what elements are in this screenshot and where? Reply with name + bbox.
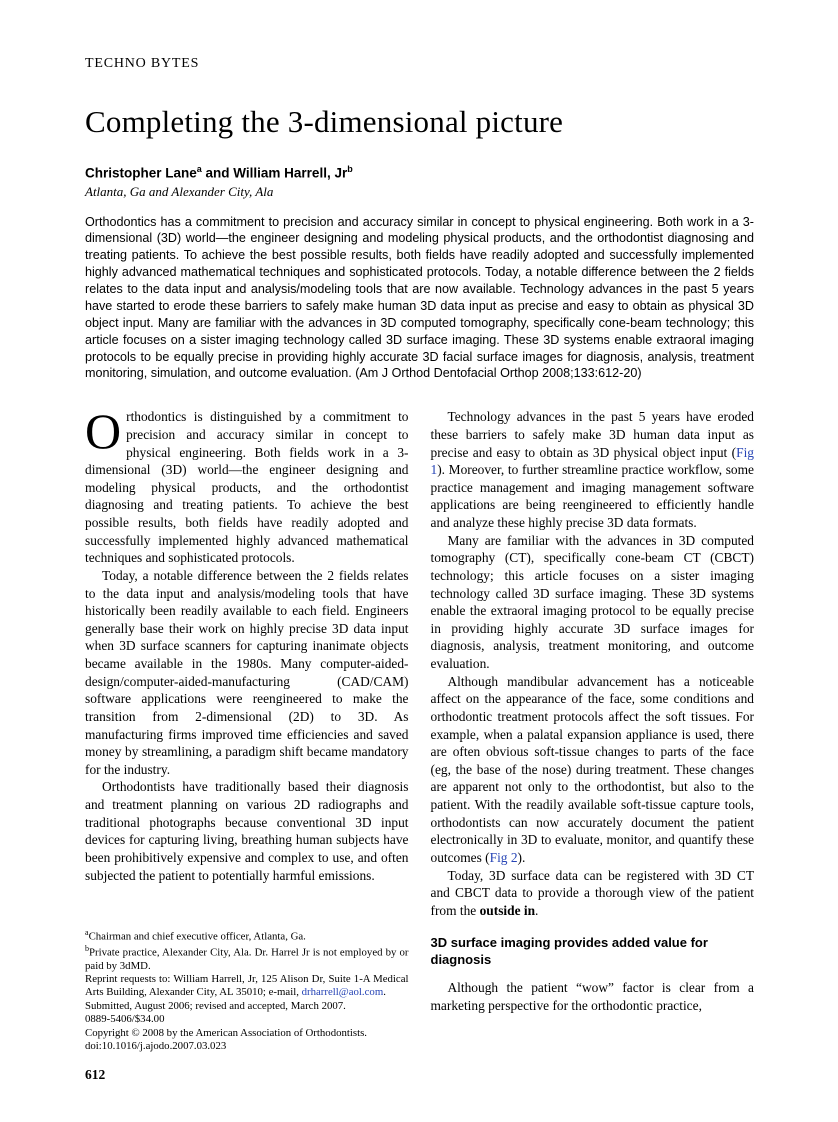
authors-line	[85, 164, 754, 181]
drop-cap: O	[85, 403, 122, 460]
paragraph: Orthodontists have traditionally based their diagnosis and treatment planning on various 2D radiographs and traditional photographs because conventional 3D input devices for capturing living, breathing human subjects have been prohibitively expensive and complex to use, and often subjected the patient to potentially harmful emissions.	[85, 779, 409, 883]
affiliation-line: Atlanta, Ga and Alexander City, Ala	[85, 183, 274, 199]
author-1-affiliation-marker: a	[196, 164, 202, 174]
article-title: Completing the 3-dimensional picture	[85, 104, 564, 139]
footnote-marker-a: a	[85, 927, 89, 937]
paragraph: Although the patient “wow” factor is clear from a marketing perspective for the orthodontic practice,	[430, 980, 754, 1013]
footnote-affiliation-b	[85, 944, 409, 973]
footnote-text: .	[383, 986, 386, 999]
footnote-text: Chairman and chief executive officer, Atlanta, Ga.	[88, 930, 306, 943]
emphasized-text: outside in	[479, 902, 536, 918]
paragraph	[431, 673, 755, 867]
paragraph: Many are familiar with the advances in 3D computed tomography (CT), specifically cone-beam CT (CBCT) technology; this article focuses on a sister imaging technology called 3D surface imaging. These 3D systems enable the extraoral imaging protocol to be equally precise in providing highly accurate 3D surface images for diagnosis, analysis, treatment monitoring, and outcome evaluation.	[430, 532, 754, 671]
paragraph-text: .	[535, 902, 539, 918]
footnote-affiliation-a	[85, 928, 409, 944]
footnote-reprint	[85, 973, 409, 1000]
fig1-link[interactable]: Fig 1	[430, 444, 754, 478]
paragraph-text: Although mandibular advancement has a noticeable affect on the appearance of the face, some conditions and orthodontic treatment protocols affect the soft tissues. For example, when a palatal expansion appliance is used, there are often obvious soft-tissue changes to parts of the face (eg, the base of the nose) during treatment. These changes are apparent not only to the orthodontist, but also to the patient. With the readily available soft-tissue capture tools, orthodontists can now accurately document the patient electronically in 3D to evaluate, monitor, and quantify these outcomes (	[430, 673, 754, 865]
paragraph: Today, a notable difference between the 2 fields relates to the data input and analysis/modeling tools that have historically been readily available to each field. Engineers generally base their work on highly precise 3D data input when 3D surface scanners for capturing inanimate objects became available in the 1980s. Many computer-aided-design/computer-aided-manufacturing (CAD/CAM) software applications were reengineered to make the transition from 2-dimensional (2D) to 3D. As manufacturing firms improved time efficiencies and saved money by streamlining, a paradigm shift became mandatory for the industry.	[85, 567, 409, 777]
section-label: TECHNO BYTES	[85, 56, 200, 71]
footnote-issn: 0889-5406/$34.00	[85, 1013, 165, 1026]
footnote-text: Private practice, Alexander City, Ala. Dr. Harrel Jr is not employed by or paid by 3dMD.	[85, 946, 409, 972]
paragraph-text: Technology advances in the past 5 years have eroded these barriers to safely make 3D human data input as precise and easy to obtain as 3D physical object input (	[430, 409, 754, 460]
body-columns	[85, 403, 754, 1053]
paragraph	[431, 867, 755, 920]
email-link[interactable]: drharrell@aol.com	[301, 986, 384, 999]
paragraph-text: ). Moreover, to further streamline practice workflow, some practice management and imaging management software applications are being reengineered to efficiently handle and analyze these highly precise 3D data formats.	[430, 462, 754, 530]
paragraph-text: Today, 3D surface data can be registered with 3D CT and CBCT data to provide a thorough view of the patient from the	[430, 867, 754, 918]
page-number: 612	[85, 1067, 106, 1083]
footnotes-block	[85, 918, 409, 1054]
fig2-link[interactable]: Fig 2	[489, 849, 518, 865]
paragraph-intro	[85, 403, 409, 567]
section-heading: 3D surface imaging provides added value for diagnosis	[430, 935, 708, 968]
footnote-submitted: Submitted, August 2006; revised and accepted, March 2007.	[85, 999, 346, 1012]
author-1: Christopher Lane	[85, 165, 197, 181]
left-column	[85, 403, 409, 1053]
abstract-paragraph: Orthodontics has a commitment to precision and accuracy similar in concept to physical engineering. Both work in a 3-dimensional (3D) world—the engineer designing and modeling physical products, and the orthodontist diagnosing and treating patients. To achieve the best possible results, both fields have readily adopted and successfully implemented highly advanced mathematical techniques and sophisticated protocols. Today, a notable difference between the 2 fields relates to the data input and analysis/modeling tools that are now available. Technology advances in the past 5 years have started to erode these barriers to safely make human 3D data input as precise and easy to obtain as physical 3D object input. Many are familiar with the advances in 3D computed tomography, specifically cone-beam technology; this article focuses on a sister imaging technology called 3D surface imaging. These 3D systems enable extraoral imaging protocols to be equally precise in providing highly accurate 3D facial surface images for diagnosis, analysis, treatment monitoring, simulation, and outcome evaluation. (Am J Orthod Dentofacial Orthop 2008;133:612-20)	[85, 214, 754, 381]
footnote-marker-b: b	[85, 943, 89, 953]
author-2: and William Harrell, Jr	[201, 165, 348, 181]
footnote-text: Reprint requests to: William Harrell, Jr, 125 Alison Dr, Suite 1-A Medical Arts Building, Alexander City, AL 35010; e-mail,	[85, 973, 409, 999]
footnote-copyright: Copyright © 2008 by the American Association of Orthodontists.	[85, 1026, 367, 1039]
paragraph	[431, 408, 755, 531]
paragraph-text: ).	[517, 849, 526, 865]
footnote-doi: doi:10.1016/j.ajodo.2007.03.023	[85, 1039, 227, 1052]
paragraph-intro-text: rthodontics is distinguished by a commitment to precision and accuracy similar in concept to physical engineering. Both fields work in a 3-dimensional (3D) world—the engineer designing and modeling physical products, and the orthodontist diagnosing and treating patients. To achieve the best possible results, both fields have readily adopted and successfully implemented highly advanced mathematical techniques and sophisticated protocols.	[85, 409, 409, 566]
author-2-affiliation-marker: b	[347, 164, 353, 174]
right-column	[431, 408, 755, 1053]
